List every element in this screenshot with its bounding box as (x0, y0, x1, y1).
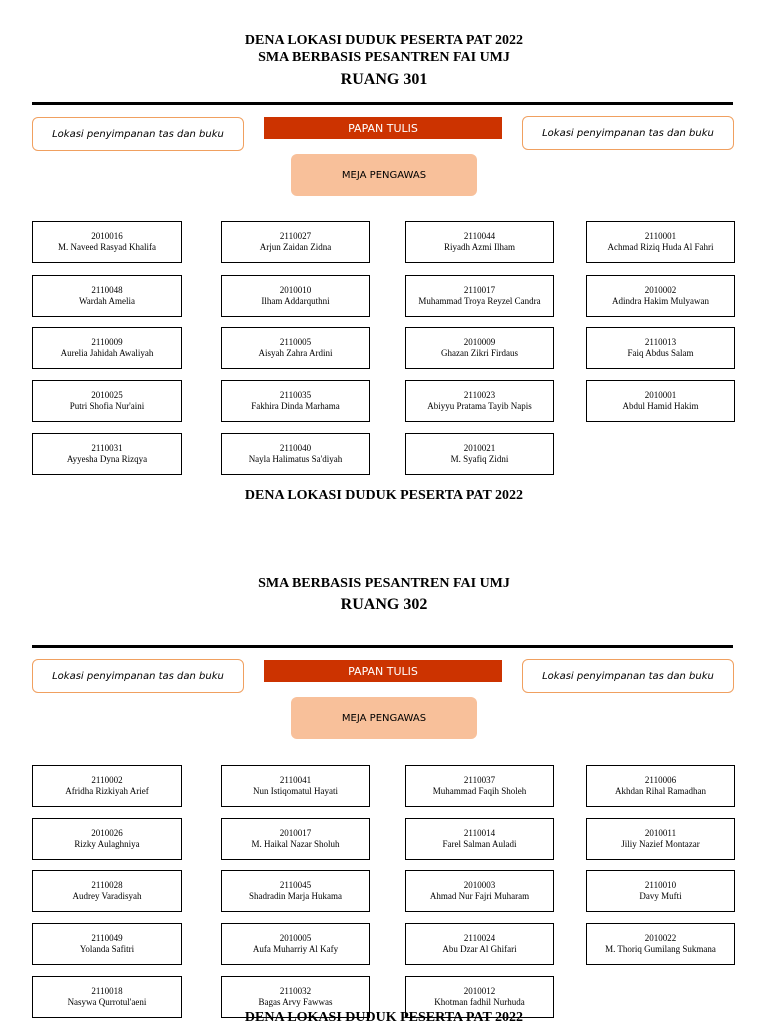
student-name: Nun Istiqomatul Hayati (253, 786, 338, 796)
seat (586, 765, 735, 807)
student-id: 2010005 (279, 933, 312, 943)
student-id: 2110048 (91, 285, 123, 295)
seat (221, 327, 370, 369)
student-name: Aisyah Zahra Ardini (258, 348, 333, 358)
student-name: Jiliy Nazief Montazar (621, 839, 700, 849)
student-name: Adindra Hakim Mulyawan (612, 296, 709, 306)
storage-area-left: Lokasi penyimpanan tas dan buku (32, 659, 244, 693)
student-name: Riyadh Azmi Ilham (444, 242, 515, 252)
whiteboard: PAPAN TULIS (264, 117, 502, 139)
seat (405, 380, 554, 422)
document-title: DENA LOKASI DUDUK PESERTA PAT 2022 (244, 33, 524, 48)
student-name: Bagas Arvy Fawwas (258, 997, 333, 1007)
seat (405, 221, 554, 263)
student-id: 2110045 (279, 880, 312, 890)
seat (221, 433, 370, 475)
student-id: 2110028 (91, 880, 123, 890)
seat (405, 765, 554, 807)
student-name: Muhammad Faqih Sholeh (432, 786, 527, 796)
student-name: Abdul Hamid Hakim (622, 401, 699, 411)
seat (221, 870, 370, 912)
seat (32, 327, 182, 369)
student-id: 2110044 (463, 231, 496, 241)
student-id: 2010001 (644, 390, 677, 400)
storage-area-right: Lokasi penyimpanan tas dan buku (522, 659, 734, 693)
seat (586, 380, 735, 422)
student-id: 2110027 (279, 231, 312, 241)
student-name: Wardah Amelia (78, 296, 135, 306)
seat (405, 433, 554, 475)
student-name: Khotman fadhil Nurhuda (434, 997, 525, 1007)
student-name: Audrey Varadisyah (72, 891, 142, 901)
supervisor-desk: MEJA PENGAWAS (291, 154, 477, 196)
student-id: 2110035 (279, 390, 312, 400)
student-name: Shadradin Marja Hukama (249, 891, 342, 901)
supervisor-desk: MEJA PENGAWAS (291, 697, 477, 739)
seat (221, 275, 370, 317)
student-id: 2010021 (463, 443, 496, 453)
student-id: 2110024 (463, 933, 496, 943)
student-id: 2110014 (463, 828, 496, 838)
student-id: 2010003 (463, 880, 496, 890)
seat (586, 818, 735, 860)
student-name: Rizky Aulaghniya (74, 839, 140, 849)
student-id: 2110002 (91, 775, 123, 785)
student-id: 2110010 (644, 880, 677, 890)
seat (405, 923, 554, 965)
student-name: Muhammad Troya Reyzel Candra (418, 296, 541, 306)
seat (405, 818, 554, 860)
seat (221, 765, 370, 807)
student-name: Yolanda Safitri (79, 944, 135, 954)
seat (221, 923, 370, 965)
seat (32, 433, 182, 475)
seat (32, 923, 182, 965)
divider-line (32, 645, 733, 648)
student-name: Putri Shofia Nur'aini (69, 401, 145, 411)
seat (586, 327, 735, 369)
student-name: M. Haikal Nazar Sholuh (251, 839, 340, 849)
student-name: Faiq Abdus Salam (627, 348, 694, 358)
seat (32, 818, 182, 860)
student-id: 2110023 (463, 390, 496, 400)
storage-area-left: Lokasi penyimpanan tas dan buku (32, 117, 244, 151)
whiteboard: PAPAN TULIS (264, 660, 502, 682)
student-name: Akhdan Rihal Ramadhan (615, 786, 706, 796)
student-id: 2010012 (463, 986, 496, 996)
student-name: Fakhira Dinda Marhama (251, 401, 340, 411)
student-id: 2110041 (279, 775, 312, 785)
student-id: 2110005 (279, 337, 312, 347)
student-name: Ahmad Nur Fajri Muharam (429, 891, 530, 901)
student-name: Abu Dzar Al Ghifari (442, 944, 517, 954)
seat (405, 275, 554, 317)
student-id: 2010025 (91, 390, 123, 400)
student-id: 2010010 (279, 285, 312, 295)
student-id: 2010017 (279, 828, 312, 838)
student-id: 2110013 (644, 337, 677, 347)
student-name: M. Naveed Rasyad Khalifa (58, 242, 156, 252)
footer-title: DENA LOKASI DUDUK PESERTA PAT 2022 (244, 1010, 524, 1025)
seat (221, 221, 370, 263)
student-id: 2010026 (91, 828, 123, 838)
student-id: 2110049 (91, 933, 123, 943)
student-name: Arjun Zaidan Zidna (259, 242, 332, 252)
seat (405, 327, 554, 369)
seat (32, 380, 182, 422)
footer-title: DENA LOKASI DUDUK PESERTA PAT 2022 (244, 488, 524, 503)
school-name: SMA BERBASIS PESANTREN FAI UMJ (258, 576, 510, 591)
room-title: RUANG 302 (340, 596, 428, 613)
seat (32, 870, 182, 912)
seat (221, 818, 370, 860)
student-name: Farel Salman Auladi (442, 839, 517, 849)
student-name: Aufa Muharriy Al Kafy (252, 944, 339, 954)
seat (586, 923, 735, 965)
storage-area-right: Lokasi penyimpanan tas dan buku (522, 116, 734, 150)
student-name: Abiyyu Pratama Tayib Napis (427, 401, 532, 411)
student-id: 2110001 (644, 231, 677, 241)
student-name: Aurelia Jahidah Awaliyah (60, 348, 154, 358)
student-name: Ayyesha Dyna Rizqya (66, 454, 148, 464)
seat (586, 275, 735, 317)
divider-line (32, 102, 733, 105)
seat (32, 275, 182, 317)
seat (586, 870, 735, 912)
student-id: 2110006 (644, 775, 677, 785)
school-name: SMA BERBASIS PESANTREN FAI UMJ (258, 50, 510, 65)
student-id: 2010011 (644, 828, 677, 838)
student-id: 2110018 (91, 986, 123, 996)
seat (586, 221, 735, 263)
student-name: Davy Mufti (639, 891, 682, 901)
student-name: M. Thoriq Gumilang Sukmana (605, 944, 716, 954)
student-id: 2010002 (644, 285, 677, 295)
student-id: 2110032 (279, 986, 312, 996)
student-id: 2110017 (463, 285, 496, 295)
student-id: 2110009 (91, 337, 123, 347)
student-id: 2110037 (463, 775, 496, 785)
student-id: 2010009 (463, 337, 496, 347)
room-title: RUANG 301 (340, 71, 428, 88)
seat (32, 221, 182, 263)
seat (32, 765, 182, 807)
student-id: 2110031 (91, 443, 123, 453)
student-name: Nasywa Qurrotul'aeni (67, 997, 147, 1007)
student-name: Ilham Addarquthni (261, 296, 330, 306)
student-name: Afridha Rizkiyah Arief (65, 786, 149, 796)
student-name: Nayla Halimatus Sa'diyah (248, 454, 343, 464)
student-name: Ghazan Zikri Firdaus (441, 348, 518, 358)
student-name: Achmad Riziq Huda Al Fahri (607, 242, 714, 252)
student-id: 2010016 (91, 231, 123, 241)
student-id: 2110040 (279, 443, 312, 453)
student-name: M. Syafiq Zidni (450, 454, 509, 464)
student-id: 2010022 (644, 933, 677, 943)
seat (221, 380, 370, 422)
seat (405, 870, 554, 912)
